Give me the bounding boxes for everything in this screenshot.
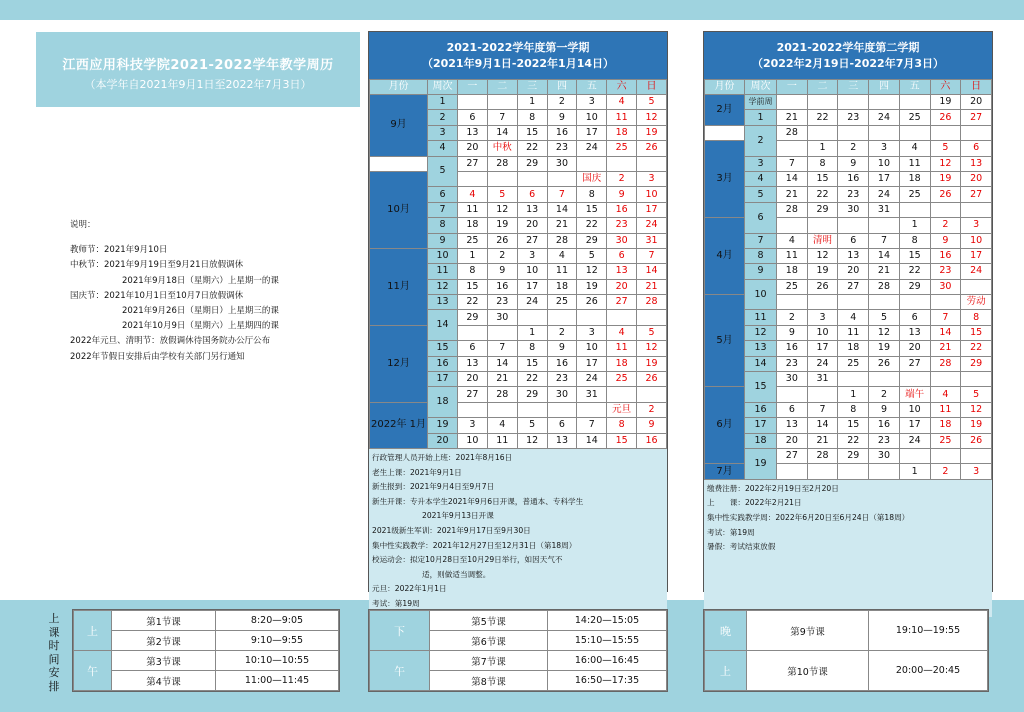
semester-note-line: 行政管理人员开始上班：2021年8月16日 xyxy=(372,452,513,462)
day-cell: 7 xyxy=(487,341,517,356)
day-cell: 21 xyxy=(487,372,517,387)
day-cell: 7 xyxy=(637,248,667,263)
day-cell: 15 xyxy=(458,279,488,294)
day-cell: 19 xyxy=(577,279,607,294)
semester-2-title: 2021-2022学年度第二学期 xyxy=(776,41,920,54)
day-cell: 2 xyxy=(607,171,637,186)
day-cell: 10 xyxy=(458,433,488,448)
day-cell: 22 xyxy=(458,295,488,310)
note-line: 教师节：2021年9月10日 xyxy=(70,245,168,256)
calendar-row xyxy=(370,95,667,110)
day-cell xyxy=(577,402,607,417)
period-6-time: 15:10—15:55 xyxy=(548,631,667,651)
semester-note-line: 考试：第19周 xyxy=(372,598,420,608)
calendar-row xyxy=(370,248,667,263)
day-cell: 30 xyxy=(547,156,577,171)
day-cell xyxy=(547,310,577,325)
day-cell: 18 xyxy=(547,279,577,294)
morning-label-1: 上 xyxy=(74,611,112,651)
day-cell: 13 xyxy=(458,125,488,140)
day-cell: 4 xyxy=(547,248,577,263)
week-cell: 3 xyxy=(428,125,458,140)
period-4-time: 11:00—11:45 xyxy=(216,671,339,691)
semester-2-panel xyxy=(703,31,993,592)
day-cell: 20 xyxy=(517,218,547,233)
semester-note-line: 集中性实践教学：2021年12月27日至12月31日（第18周） xyxy=(372,540,577,550)
day-cell xyxy=(637,310,667,325)
day-cell: 16 xyxy=(487,279,517,294)
week-cell: 10 xyxy=(428,248,458,263)
schedule-vertical-label: 上课时间安排 xyxy=(48,612,60,693)
week-cell: 1 xyxy=(428,95,458,110)
day-cell: 6 xyxy=(547,418,577,433)
calendar-header-cell: 日 xyxy=(961,80,992,95)
period-6-name: 第6节课 xyxy=(430,631,548,651)
day-cell: 10 xyxy=(577,110,607,125)
week-cell: 2 xyxy=(428,110,458,125)
day-cell: 7 xyxy=(487,110,517,125)
period-10-time: 20:00—20:45 xyxy=(869,651,988,691)
day-cell: 17 xyxy=(577,125,607,140)
afternoon-label-2: 午 xyxy=(370,651,430,691)
calendar-header-cell: 三 xyxy=(838,80,869,95)
calendar-header-cell: 五 xyxy=(577,80,607,95)
day-cell: 15 xyxy=(577,202,607,217)
day-cell: 8 xyxy=(458,264,488,279)
period-9-name: 第9节课 xyxy=(747,611,869,651)
day-cell: 16 xyxy=(637,433,667,448)
week-cell: 19 xyxy=(428,418,458,433)
calendar-header-cell: 月份 xyxy=(370,80,428,95)
day-cell: 28 xyxy=(637,295,667,310)
calendar-row xyxy=(370,171,667,186)
schedule-morning xyxy=(72,609,340,692)
semester-note-line: 暑假：考试结束放假 xyxy=(707,542,776,552)
day-cell: 9 xyxy=(607,187,637,202)
period-8-time: 16:50—17:35 xyxy=(548,671,667,691)
day-cell xyxy=(458,171,488,186)
evening-label-2: 上 xyxy=(705,651,747,691)
day-cell: 元旦 xyxy=(607,402,637,417)
day-cell: 24 xyxy=(517,295,547,310)
day-cell: 9 xyxy=(487,264,517,279)
day-cell xyxy=(458,402,488,417)
period-1-name: 第1节课 xyxy=(112,611,216,631)
semester-note-line: 缴费注册：2022年2月19日至2月20日 xyxy=(707,483,839,493)
notes-lines xyxy=(70,243,360,365)
semester-note-line: 元旦：2022年1月1日 xyxy=(372,584,447,594)
day-cell xyxy=(577,310,607,325)
week-cell: 17 xyxy=(428,372,458,387)
day-cell: 10 xyxy=(577,341,607,356)
day-cell xyxy=(607,387,637,402)
day-cell: 9 xyxy=(547,341,577,356)
day-cell: 19 xyxy=(637,356,667,371)
afternoon-label-1: 下 xyxy=(370,611,430,651)
week-cell: 18 xyxy=(428,387,458,418)
day-cell: 13 xyxy=(517,202,547,217)
day-cell: 16 xyxy=(547,356,577,371)
day-cell: 12 xyxy=(577,264,607,279)
week-cell: 4 xyxy=(428,141,458,156)
week-cell: 13 xyxy=(428,295,458,310)
day-cell: 14 xyxy=(487,125,517,140)
month-cell: 10月 xyxy=(370,171,428,248)
calendar-header-cell: 五 xyxy=(899,80,930,95)
day-cell: 29 xyxy=(517,387,547,402)
day-cell: 1 xyxy=(517,325,547,340)
day-cell: 26 xyxy=(487,233,517,248)
calendar-header-cell: 二 xyxy=(807,80,838,95)
schedule-evening xyxy=(703,609,989,692)
day-cell: 21 xyxy=(547,218,577,233)
calendar-row xyxy=(370,402,667,417)
calendar-row xyxy=(370,325,667,340)
month-cell: 9月 xyxy=(370,95,428,157)
day-cell: 19 xyxy=(637,125,667,140)
day-cell: 25 xyxy=(607,372,637,387)
calendar-header-cell: 周次 xyxy=(745,80,777,95)
week-cell: 15 xyxy=(428,341,458,356)
day-cell: 4 xyxy=(607,325,637,340)
note-line: 国庆节：2021年10月1日至10月7日放假调休 xyxy=(70,290,244,301)
day-cell: 17 xyxy=(637,202,667,217)
day-cell: 5 xyxy=(637,95,667,110)
week-cell: 12 xyxy=(428,279,458,294)
day-cell: 30 xyxy=(607,233,637,248)
day-cell: 3 xyxy=(577,325,607,340)
day-cell: 28 xyxy=(487,387,517,402)
day-cell: 1 xyxy=(458,248,488,263)
calendar-header-cell: 四 xyxy=(547,80,577,95)
day-cell: 30 xyxy=(487,310,517,325)
day-cell xyxy=(637,156,667,171)
day-cell: 8 xyxy=(577,187,607,202)
day-cell: 14 xyxy=(487,356,517,371)
day-cell: 20 xyxy=(607,279,637,294)
day-cell: 31 xyxy=(577,387,607,402)
day-cell: 27 xyxy=(517,233,547,248)
day-cell: 29 xyxy=(517,156,547,171)
day-cell: 4 xyxy=(607,95,637,110)
month-cell: 12月 xyxy=(370,325,428,402)
calendar-header-cell: 周次 xyxy=(428,80,458,95)
period-2-time: 9:10—9:55 xyxy=(216,631,339,651)
title-box xyxy=(36,32,360,107)
day-cell: 14 xyxy=(547,202,577,217)
day-cell: 19 xyxy=(487,218,517,233)
day-cell: 16 xyxy=(547,125,577,140)
day-cell: 21 xyxy=(637,279,667,294)
week-cell: 6 xyxy=(428,187,458,202)
day-cell xyxy=(547,171,577,186)
period-9-time: 19:10—19:55 xyxy=(869,611,988,651)
day-cell: 22 xyxy=(517,372,547,387)
calendar-header-cell: 一 xyxy=(777,80,808,95)
day-cell: 9 xyxy=(637,418,667,433)
day-cell: 28 xyxy=(487,156,517,171)
semester-note-line: 老生上课：2021年9月1日 xyxy=(372,467,462,477)
day-cell xyxy=(487,402,517,417)
page-subtitle: （本学年自2021年9月1日至2022年7月3日） xyxy=(84,78,312,91)
note-line: 2021年10月9日（星期六）上星期四的课 xyxy=(122,321,279,332)
day-cell xyxy=(458,325,488,340)
day-cell xyxy=(547,402,577,417)
day-cell: 24 xyxy=(577,372,607,387)
day-cell: 5 xyxy=(577,248,607,263)
day-cell: 27 xyxy=(607,295,637,310)
day-cell: 28 xyxy=(547,233,577,248)
month-cell: 2022年 1月 xyxy=(370,402,428,448)
day-cell xyxy=(637,387,667,402)
day-cell: 22 xyxy=(517,141,547,156)
calendar-header-cell: 六 xyxy=(930,80,961,95)
day-cell: 6 xyxy=(458,110,488,125)
day-cell: 18 xyxy=(607,125,637,140)
day-cell: 6 xyxy=(607,248,637,263)
notes-heading: 说明： xyxy=(70,220,96,230)
period-7-name: 第7节课 xyxy=(430,651,548,671)
semester-2-calendar: 月份 周次 一 二 三 四 五 六 日 2月 学前周 19 20 1 21 22 23 24 25 26 27 2 28 3月 1 2 3 4 5 6 3 7 8 9 10 11 12 13 4 14 15 16 17 18 19 20 5 21 22 23 24 25 26 27 6 28 29 30 31 4月 1 2 3 7 4 清明 6 7 8 9 10 8 11 12 13 14 15 16 17 9 18 19 20 21 22 23 24 10 25 26 27 28 29 30 5月 劳动 11 2 3 4 5 6 7 8 12 9 10 11 12 13 14 15 13 16 17 18 19 20 21 22 14 23 24 25 26 27 28 29 15 30 31 6月 1 2 端午 4 5 16 6 7 8 9 10 11 12 17 13 14 15 16 17 18 19 18 20 21 22 23 24 25 26 19 27 28 29 30 7月 1 2 3 xyxy=(704,79,992,480)
day-cell: 8 xyxy=(517,110,547,125)
day-cell: 30 xyxy=(547,387,577,402)
semester-note-line: 适，则做适当调整。 xyxy=(422,569,491,579)
day-cell: 11 xyxy=(487,433,517,448)
day-cell: 2 xyxy=(637,402,667,417)
day-cell: 12 xyxy=(517,433,547,448)
week-cell: 11 xyxy=(428,264,458,279)
day-cell: 9 xyxy=(547,110,577,125)
day-cell: 25 xyxy=(607,141,637,156)
day-cell: 17 xyxy=(517,279,547,294)
semester-note-line: 集中性实践教学周：2022年6月20日至6月24日（第18周） xyxy=(707,512,910,522)
period-2-name: 第2节课 xyxy=(112,631,216,651)
day-cell: 5 xyxy=(487,187,517,202)
period-5-time: 14:20—15:05 xyxy=(548,611,667,631)
day-cell: 25 xyxy=(458,233,488,248)
semester-note-line: 新生报到：2021年9月4日至9月7日 xyxy=(372,482,495,492)
day-cell xyxy=(458,95,488,110)
day-cell: 11 xyxy=(547,264,577,279)
day-cell: 4 xyxy=(487,418,517,433)
period-4-name: 第4节课 xyxy=(112,671,216,691)
day-cell: 29 xyxy=(458,310,488,325)
day-cell: 24 xyxy=(637,218,667,233)
week-cell: 14 xyxy=(428,310,458,341)
day-cell xyxy=(607,310,637,325)
week-cell: 5 xyxy=(428,156,458,187)
day-cell xyxy=(517,171,547,186)
period-5-name: 第5节课 xyxy=(430,611,548,631)
semester-1-header xyxy=(369,32,667,79)
calendar-header-cell: 四 xyxy=(869,80,900,95)
semester-note-line: 上 课：2022年2月21日 xyxy=(707,498,802,508)
day-cell: 13 xyxy=(607,264,637,279)
semester-1-title: 2021-2022学年度第一学期 xyxy=(446,41,590,54)
evening-label-1: 晚 xyxy=(705,611,747,651)
day-cell: 8 xyxy=(607,418,637,433)
semester-1-panel xyxy=(368,31,668,608)
calendar-header-cell: 六 xyxy=(607,80,637,95)
day-cell xyxy=(607,156,637,171)
day-cell: 4 xyxy=(458,187,488,202)
semester-1-calendar xyxy=(369,79,667,449)
notes-panel xyxy=(70,218,360,365)
semester-2-range: （2022年2月19日-2022年7月3日） xyxy=(751,57,945,70)
day-cell: 3 xyxy=(637,171,667,186)
note-line: 中秋节：2021年9月19日至9月21日放假调休 xyxy=(70,260,244,271)
day-cell: 3 xyxy=(517,248,547,263)
day-cell: 20 xyxy=(458,141,488,156)
day-cell: 16 xyxy=(607,202,637,217)
day-cell: 27 xyxy=(458,387,488,402)
semester-note-line: 2021年9月13日开课 xyxy=(422,511,494,521)
day-cell: 15 xyxy=(517,356,547,371)
day-cell: 14 xyxy=(637,264,667,279)
month-cell xyxy=(370,156,428,171)
day-cell: 18 xyxy=(607,356,637,371)
day-cell: 2 xyxy=(487,248,517,263)
day-cell xyxy=(517,310,547,325)
semester-2-header xyxy=(704,32,992,79)
day-cell: 12 xyxy=(637,341,667,356)
period-3-name: 第3节课 xyxy=(112,651,216,671)
day-cell: 11 xyxy=(607,110,637,125)
day-cell: 3 xyxy=(577,95,607,110)
note-line: 2021年9月26日（星期日）上星期三的课 xyxy=(122,306,279,317)
day-cell xyxy=(517,402,547,417)
day-cell: 15 xyxy=(607,433,637,448)
calendar-header-cell: 一 xyxy=(458,80,488,95)
note-line: 2022年元旦、清明节：放假调休待国务院办公厅公布 xyxy=(70,336,271,347)
note-line: 2021年9月18日（星期六）上星期一的课 xyxy=(122,275,279,286)
day-cell: 23 xyxy=(487,295,517,310)
day-cell: 29 xyxy=(577,233,607,248)
day-cell: 6 xyxy=(458,341,488,356)
day-cell: 国庆 xyxy=(577,171,607,186)
month-cell: 11月 xyxy=(370,248,428,325)
period-3-time: 10:10—10:55 xyxy=(216,651,339,671)
semester-2-notes xyxy=(704,480,992,617)
calendar-header-cell: 日 xyxy=(637,80,667,95)
day-cell: 26 xyxy=(637,141,667,156)
period-1-time: 8:20—9:05 xyxy=(216,611,339,631)
day-cell: 26 xyxy=(637,372,667,387)
week-cell: 16 xyxy=(428,356,458,371)
day-cell: 26 xyxy=(577,295,607,310)
day-cell: 12 xyxy=(637,110,667,125)
semester-note-line: 新生开课：专升本学生2021年9月6日开课，普通本、专科学生 xyxy=(372,496,584,506)
day-cell: 23 xyxy=(547,372,577,387)
day-cell: 7 xyxy=(547,187,577,202)
day-cell: 23 xyxy=(607,218,637,233)
day-cell: 中秋 xyxy=(487,141,517,156)
day-cell xyxy=(487,171,517,186)
semester-note-line: 2021级新生军训：2021年9月17日至9月30日 xyxy=(372,525,531,535)
day-cell: 5 xyxy=(517,418,547,433)
note-line: 2022年节假日安排后由学校有关部门另行通知 xyxy=(70,351,245,362)
period-7-time: 16:00—16:45 xyxy=(548,651,667,671)
period-10-name: 第10节课 xyxy=(747,651,869,691)
day-cell xyxy=(487,95,517,110)
semester-note-line: 考试：第19周 xyxy=(707,527,755,537)
period-8-name: 第8节课 xyxy=(430,671,548,691)
morning-label-2: 午 xyxy=(74,651,112,691)
day-cell: 7 xyxy=(577,418,607,433)
day-cell: 8 xyxy=(517,341,547,356)
day-cell: 13 xyxy=(547,433,577,448)
day-cell: 2 xyxy=(547,325,577,340)
week-cell: 7 xyxy=(428,202,458,217)
semester-1-notes xyxy=(369,449,667,628)
day-cell: 23 xyxy=(547,141,577,156)
day-cell: 18 xyxy=(458,218,488,233)
day-cell: 20 xyxy=(458,372,488,387)
week-cell: 8 xyxy=(428,218,458,233)
calendar-row xyxy=(370,156,667,171)
day-cell: 11 xyxy=(458,202,488,217)
calendar-header-cell: 月份 xyxy=(705,80,745,95)
top-banner xyxy=(0,0,1024,20)
semester-1-range: （2021年9月1日-2022年1月14日） xyxy=(421,57,615,70)
day-cell: 27 xyxy=(458,156,488,171)
day-cell: 11 xyxy=(607,341,637,356)
day-cell: 10 xyxy=(637,187,667,202)
semester-note-line: 校运动会：拟定10月28日至10月29日举行，如因天气不 xyxy=(372,555,563,565)
day-cell: 10 xyxy=(517,264,547,279)
day-cell: 15 xyxy=(517,125,547,140)
day-cell: 12 xyxy=(487,202,517,217)
day-cell: 24 xyxy=(577,141,607,156)
day-cell: 5 xyxy=(637,325,667,340)
day-cell: 14 xyxy=(577,433,607,448)
page-title: 江西应用科技学院2021-2022学年教学周历 xyxy=(62,58,334,73)
day-cell: 2 xyxy=(547,95,577,110)
day-cell: 17 xyxy=(577,356,607,371)
day-cell: 31 xyxy=(637,233,667,248)
week-cell: 9 xyxy=(428,233,458,248)
calendar-header-cell: 二 xyxy=(487,80,517,95)
day-cell xyxy=(577,156,607,171)
week-cell: 20 xyxy=(428,433,458,448)
day-cell: 3 xyxy=(458,418,488,433)
day-cell: 22 xyxy=(577,218,607,233)
day-cell: 1 xyxy=(517,95,547,110)
day-cell: 13 xyxy=(458,356,488,371)
calendar-header-cell: 三 xyxy=(517,80,547,95)
day-cell: 25 xyxy=(547,295,577,310)
day-cell xyxy=(487,325,517,340)
day-cell: 6 xyxy=(517,187,547,202)
schedule-afternoon xyxy=(368,609,668,692)
